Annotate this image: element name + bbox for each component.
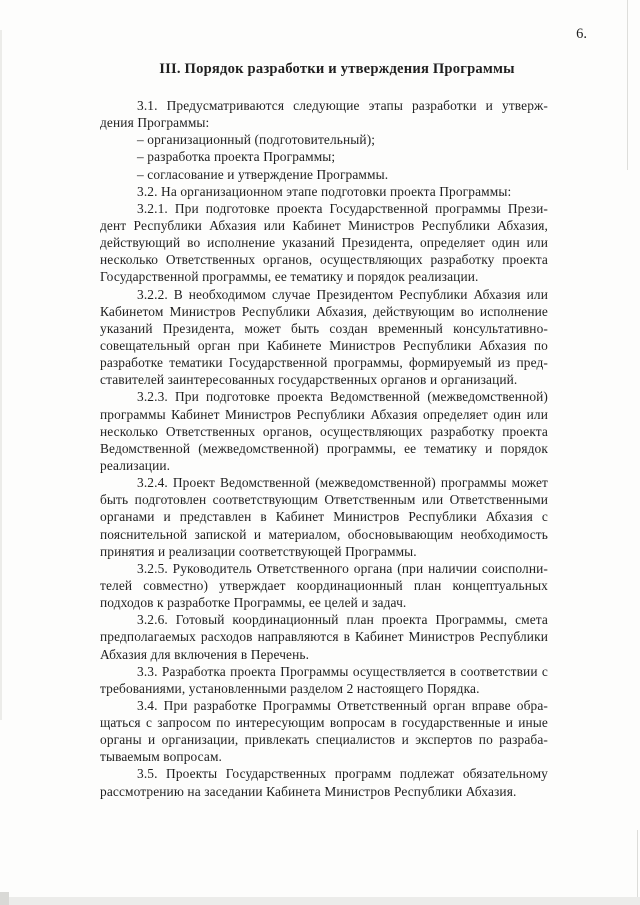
paragraph bbox=[100, 166, 548, 183]
paragraph bbox=[100, 97, 548, 131]
text-line: 3.4. При разработке Программы Ответственный орган вправе обра- bbox=[137, 697, 548, 713]
text-line: ставителей заинтересованных государственных органов и организаций. bbox=[100, 372, 518, 388]
text-line: 3.2. На организационном этапе подготовки проекта Программы: bbox=[137, 183, 512, 199]
text-line: Ведомственной (межведомственной) программы, ее тематику и порядок bbox=[100, 440, 548, 456]
paragraph bbox=[100, 183, 548, 200]
text-line: 3.2.4. Проект Ведомственной (межведомственной) программы может bbox=[137, 475, 548, 491]
section-heading: III. Порядок разработки и утверждения Программы bbox=[159, 61, 515, 77]
text-line: 3.2.3. При подготовке проекта Ведомственной (межведомственной) bbox=[137, 389, 548, 405]
scan-edge-bottom bbox=[0, 897, 640, 905]
text-line: принятия и реализации соответствующей Программы. bbox=[100, 543, 417, 559]
text-line: требованиями, установленными разделом 2 настоящего Порядка. bbox=[100, 680, 480, 696]
paragraph bbox=[100, 200, 548, 286]
text-line: – согласование и утверждение Программы. bbox=[137, 166, 389, 182]
text-line: 3.3. Разработка проекта Программы осуществляется в соответствии с bbox=[137, 663, 548, 679]
text-line: 3.1. Предусматриваются следующие этапы разработки и утверж- bbox=[137, 98, 548, 113]
text-line: указаний Президента, может быть создан временный консультативно- bbox=[100, 320, 548, 336]
text-line: 3.5. Проекты Государственных программ подлежат обязательному bbox=[137, 766, 548, 782]
paragraph bbox=[100, 388, 548, 474]
paragraph bbox=[100, 765, 548, 799]
text-line: предполагаемых расходов направляются в Кабинет Министров Республики bbox=[100, 629, 548, 645]
text-line: совещательный орган при Кабинете Министров Республики Абхазия по bbox=[100, 337, 548, 353]
paragraph bbox=[100, 148, 548, 165]
text-line: несколько Ответственных органов, осуществляющих разработку проекта bbox=[100, 252, 548, 268]
text-line: быть подготовлен соответствующим Ответственным или Ответственными bbox=[100, 492, 548, 508]
text-line: органами и представлен в Кабинет Министров Республики Абхазия с bbox=[100, 509, 548, 525]
paragraph bbox=[100, 286, 548, 389]
text-line: Абхазия для включения в Перечень. bbox=[100, 646, 310, 662]
text-line: подходов к разработке Программы, ее целей и задач. bbox=[100, 595, 407, 611]
document-body bbox=[100, 97, 548, 800]
text-line: пояснительной запиской и материалом, обосновывающим необходимость bbox=[100, 526, 548, 542]
text-line: 3.2.5. Руководитель Ответственного органа (при наличии соисполни- bbox=[137, 560, 548, 576]
text-line: 3.2.6. Готовый координационный план проекта Программы, смета bbox=[137, 612, 548, 628]
scan-edge-right-bottom bbox=[637, 830, 638, 905]
paragraph bbox=[100, 697, 548, 766]
text-line: – разработка проекта Программы; bbox=[137, 149, 336, 165]
paragraph bbox=[100, 663, 548, 697]
text-line: рассмотрению на заседании Кабинета Министров Республики Абхазия. bbox=[100, 783, 517, 799]
text-line: несколько Ответственных органов, осуществляющих разработку проекта bbox=[100, 423, 548, 439]
text-line: программы Кабинет Министров Республики Абхазия определяет один или bbox=[100, 406, 548, 422]
text-line: разработке тематики Государственной программы, формируемый из пред- bbox=[100, 355, 548, 371]
text-line: щаться с запросом по интересующим вопросам в государственные и иные bbox=[100, 715, 548, 731]
paragraph bbox=[100, 611, 548, 662]
scan-edge-right-top bbox=[627, 0, 628, 170]
text-line: – организационный (подготовительный); bbox=[137, 132, 376, 148]
scan-edge-left bbox=[0, 30, 2, 720]
text-line: дент Республики Абхазия или Кабинет Министров Республики Абхазия, bbox=[100, 217, 548, 233]
paragraph bbox=[100, 474, 548, 560]
text-line: органы и организации, привлекать специалистов и экспертов по разраба- bbox=[100, 732, 548, 748]
text-line: телей совместно) утверждает координационный план концептуальных bbox=[100, 577, 548, 593]
text-line: тываемым вопросам. bbox=[100, 749, 223, 765]
page-number: 6. bbox=[576, 26, 587, 42]
text-line: Кабинетом Министров Республики Абхазия, действующим во исполнение bbox=[100, 303, 548, 319]
text-line: реализации. bbox=[100, 457, 171, 473]
paragraph bbox=[100, 131, 548, 148]
text-line: Государственной программы, ее тематику и порядок реализации. bbox=[100, 269, 479, 285]
text-line: 3.2.2. В необходимом случае Президентом Республики Абхазия или bbox=[137, 286, 548, 302]
text-line: 3.2.1. При подготовке проекта Государственной программы Прези- bbox=[137, 200, 548, 216]
scan-edge-bottom-left bbox=[0, 892, 9, 905]
text-line: действующий во исполнение указаний Президента, определяет один или bbox=[100, 235, 548, 251]
text-line: дения Программы: bbox=[100, 115, 210, 131]
paragraph bbox=[100, 560, 548, 611]
